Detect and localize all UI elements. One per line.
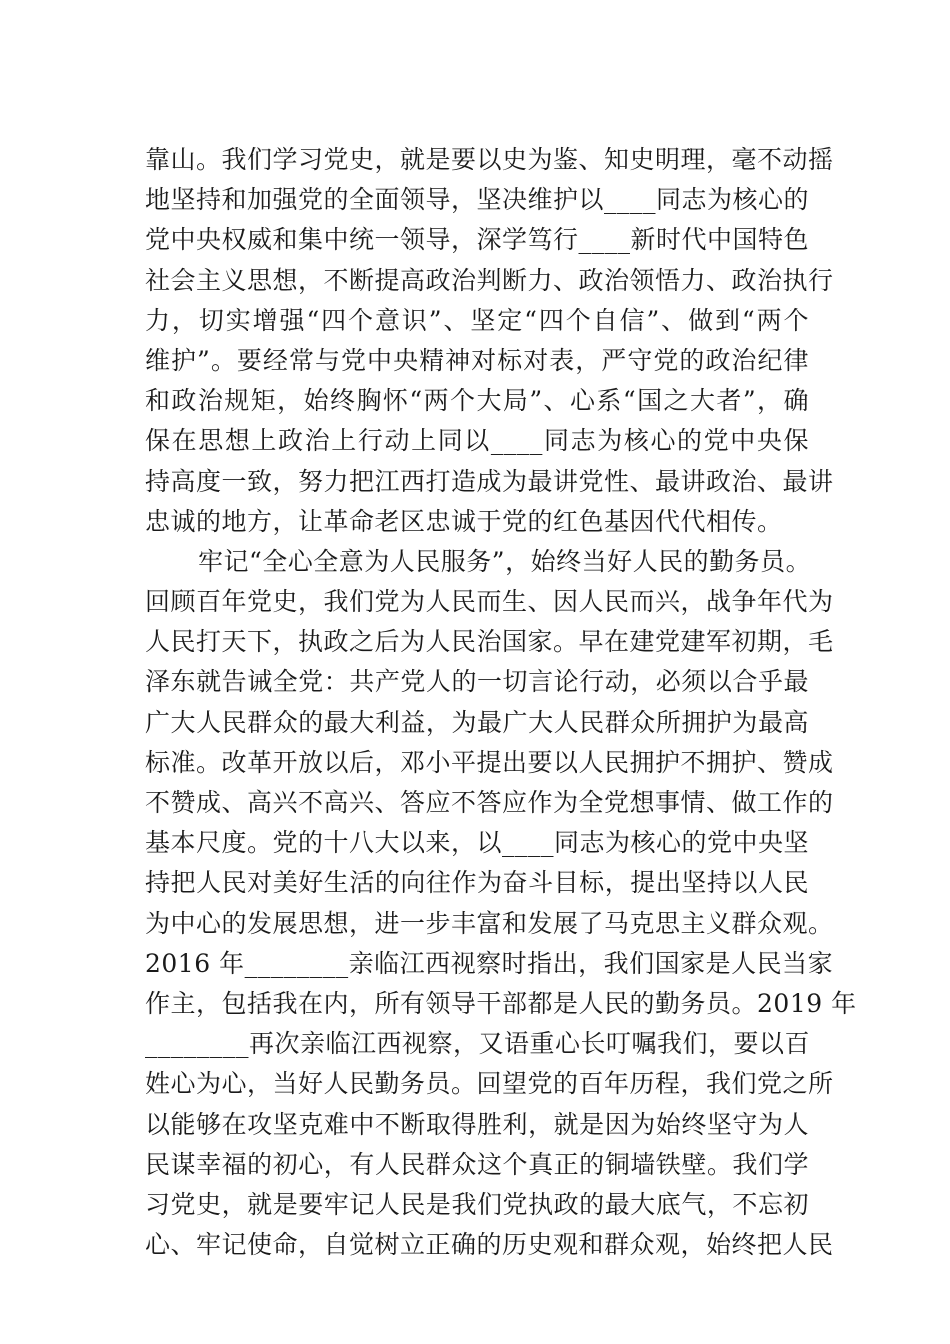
text-line: 和政治规矩，始终胸怀“两个大局”、心系“国之大者”，确 [145,386,809,416]
text-line: 人民打天下，执政之后为人民治国家。早在建党建军初期，毛 [145,627,834,657]
text-line: 党中央权威和集中统一领导，深学笃行____新时代中国特色 [145,225,810,255]
text-line: 回顾百年党史，我们党为人民而生、因人民而兴，战争年代为 [145,587,834,617]
text-line: 忠诚的地方，让革命老区忠诚于党的红色基因代代相传。 [145,506,783,536]
text-line: 社会主义思想，不断提高政治判断力、政治领悟力、政治执行 [145,265,834,295]
text-line: 习党史，就是要牢记人民是我们党执政的最大底气，不忘初 [145,1189,809,1219]
text-line: 基本尺度。党的十八大以来，以____同志为核心的党中央坚 [145,828,810,858]
text-line: 以能够在攻坚克难中不断取得胜利，就是因为始终坚守为人 [145,1109,809,1139]
text-line: 持把人民对美好生活的向往作为奋斗目标，提出坚持以人民 [145,868,809,898]
text-line: 作主，包括我在内，所有领导干部都是人民的勤务员。2019 年 [145,988,857,1018]
text-line: 标准。改革开放以后，邓小平提出要以人民拥护不拥护、赞成 [145,747,834,777]
text-line: 地坚持和加强党的全面领导，坚决维护以____同志为核心的 [145,185,810,215]
text-line: ________再次亲临江西视察，又语重心长叮嘱我们，要以百 [145,1029,811,1059]
text-line: 泽东就告诫全党：共产党人的一切言论行动，必须以合乎最 [145,667,809,697]
text-line: 靠山。我们学习党史，就是要以史为鉴、知史明理，毫不动摇 [145,145,834,174]
text-line: 持高度一致，努力把江西打造成为最讲党性、最讲政治、最讲 [145,466,834,496]
text-line: 保在思想上政治上行动上同以____同志为核心的党中央保 [145,426,809,456]
text-line: 2016 年________亲临江西视察时指出，我们国家是人民当家 [145,948,834,978]
text-line: 不赞成、高兴不高兴、答应不答应作为全党想事情、做工作的 [145,788,834,817]
text-line: 民谋幸福的初心，有人民群众这个真正的铜墙铁壁。我们学 [145,1149,809,1179]
text-line: 姓心为心，当好人民勤务员。回望党的百年历程，我们党之所 [145,1069,834,1099]
paragraph-first-line: 牢记“全心全意为人民服务”，始终当好人民的勤务员。 [198,546,812,576]
text-line: 心、牢记使命，自觉树立正确的历史观和群众观，始终把人民 [145,1230,834,1260]
text-line: 力，切实增强“四个意识”、坚定“四个自信”、做到“两个 [145,305,809,335]
text-line: 维护”。要经常与党中央精神对标对表，严守党的政治纪律 [145,345,809,375]
text-line: 为中心的发展思想，进一步丰富和发展了马克思主义群众观。 [145,908,834,938]
text-line: 广大人民群众的最大利益，为最广大人民群众所拥护为最高 [145,707,809,737]
body-text [145,140,857,1265]
